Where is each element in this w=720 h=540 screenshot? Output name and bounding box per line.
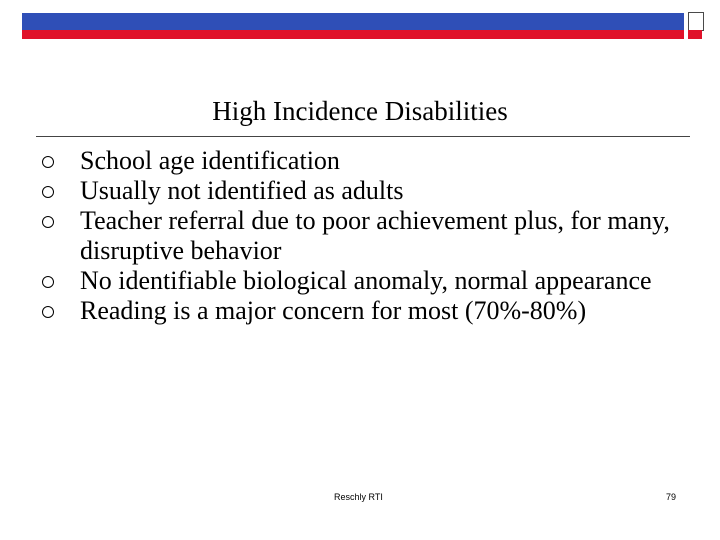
bullet-text: Usually not identified as adults <box>80 176 404 205</box>
bullet-item <box>42 146 702 176</box>
bullet-text: Teacher referral due to poor achievement plus, for many, disruptive behavior <box>80 206 670 265</box>
bullet-item <box>42 266 702 296</box>
header-corner-red-square <box>688 30 702 39</box>
bullet-item <box>42 206 702 266</box>
hollow-circle-bullet-icon <box>42 156 54 168</box>
header-corner-square <box>688 12 704 31</box>
footer-author: Reschly RTI <box>334 492 383 502</box>
hollow-circle-bullet-icon <box>42 216 54 228</box>
slide-title: High Incidence Disabilities <box>212 96 508 126</box>
bullet-item <box>42 176 702 206</box>
bullet-text: School age identification <box>80 146 340 175</box>
bullet-text: No identifiable biological anomaly, normal appearance <box>80 266 652 295</box>
title-divider <box>36 136 690 137</box>
bullet-list <box>42 146 702 326</box>
bullet-item <box>42 296 702 326</box>
hollow-circle-bullet-icon <box>42 306 54 318</box>
hollow-circle-bullet-icon <box>42 186 54 198</box>
bullet-text: Reading is a major concern for most (70%-80%) <box>80 296 587 325</box>
header-red-bar <box>22 30 684 39</box>
page-number: 79 <box>665 492 676 502</box>
hollow-circle-bullet-icon <box>42 276 54 288</box>
